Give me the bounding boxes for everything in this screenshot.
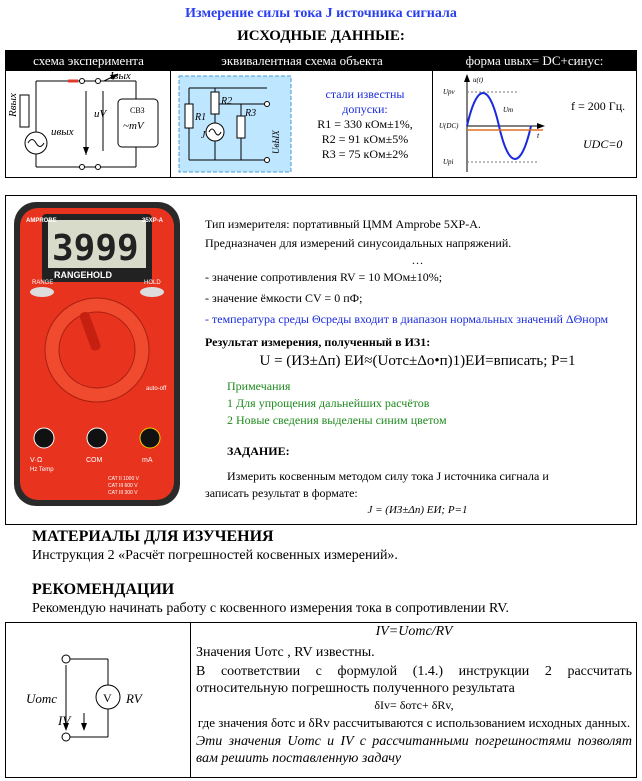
circuit-rv-label: RV	[126, 691, 142, 706]
recommendations-text: Рекомендую начинать работу с косвенного измерения тока в сопротивлении RV.	[32, 601, 510, 616]
initial-data-table	[5, 50, 637, 178]
recommendations-heading: РЕКОМЕНДАЦИИ	[32, 581, 175, 598]
v-jack-label: V·Ω	[30, 457, 43, 464]
task-formula: J = (ИЗ±Δп) ЕИ; P=1	[367, 504, 468, 516]
range-button-label: RANGE	[32, 280, 54, 286]
task-heading: ЗАДАНИЕ:	[227, 444, 290, 458]
bottom-paragraph-2: В соответствии с формулой (1.4.) инструкции 2 рассчитать относительную погрешность полученного результата	[196, 664, 632, 696]
r1-label: R1	[195, 112, 207, 123]
experiment-circuit-diagram	[6, 71, 171, 177]
voltmeter-circuit-diagram	[8, 625, 188, 775]
com-jack-label: COM	[86, 457, 103, 464]
task-line-2: записать результат в формате:	[205, 486, 358, 500]
com-jack[interactable]	[87, 428, 107, 448]
info-line-temperature: - температура среды Θсреды входит в диапазон нормальных значений ΔΘнорм	[205, 312, 609, 326]
r3-label: R3	[245, 108, 257, 119]
t-label: t	[537, 131, 540, 140]
v-jack[interactable]	[34, 428, 54, 448]
u-out-label: uвых	[51, 126, 74, 138]
materials-heading: МАТЕРИАЛЫ ДЛЯ ИЗУЧЕНИЯ	[32, 528, 274, 545]
tolerances-block	[299, 87, 431, 162]
tolerance-r2: R2 = 91 кОм±5%	[321, 132, 409, 146]
info-line-capacitance: - значение ёмкости CV = 0 пФ;	[205, 291, 363, 305]
udc-label: U(DC)	[439, 122, 459, 130]
circuit-iv-label: IV	[58, 713, 71, 728]
info-line-type: Тип измерителя: портативный ЦММ Amprobe 5XP-A.	[205, 217, 481, 231]
waveform-cell	[433, 71, 636, 177]
meter-symbol-label: ~mV	[123, 120, 144, 132]
col-waveform-header: форма uвых= DC+синус:	[433, 51, 636, 71]
info-line-resistance: - значение сопротивления RV = 10 МОм±10%;	[205, 270, 443, 284]
cat-rating-2: CAT III 600 V	[108, 483, 138, 489]
info-line-purpose: Предназначен для измерений синусоидальных напряжений.	[205, 236, 512, 250]
multimeter-drawing	[12, 200, 182, 508]
recommendation-text-block	[196, 623, 632, 767]
equivalent-schematic	[171, 71, 433, 177]
hold-button-label: HOLD	[144, 280, 161, 286]
voltmeter-v-label: V	[103, 691, 112, 705]
upi-label: Uрi	[443, 158, 454, 166]
col-experiment-header: схема эксперимента	[6, 51, 172, 71]
task-line-1: Измерить косвенным методом силу тока J источника сигнала и	[227, 469, 549, 483]
meter-name-label: СВЗ	[130, 106, 145, 115]
result-heading: Результат измерения, полученный в ИЗ1:	[205, 335, 431, 349]
hz-temp-label: Hz Temp	[30, 467, 54, 473]
materials-text: Инструкция 2 «Расчёт погрешностей косвенных измерений».	[32, 548, 398, 563]
tolerances-label-2: допуски:	[342, 102, 388, 116]
um-label: Uт	[503, 106, 514, 114]
circuit-u-label: Uотс	[26, 691, 58, 706]
initial-data-heading: ИСХОДНЫЕ ДАННЫЕ:	[237, 28, 405, 44]
u-out-eq-label: UвЫХ	[271, 130, 281, 154]
relative-error-formula: δIv= δотс+ δRv,	[374, 698, 454, 712]
multimeter-image	[12, 200, 182, 508]
r-out-label: Rвых	[7, 93, 19, 117]
upv-label: Uрv	[443, 88, 455, 96]
frequency-label: f = 200 Гц.	[571, 99, 626, 113]
udc-value: UDC=0	[583, 137, 623, 151]
brand-label: AMPROBE	[26, 218, 57, 224]
auto-off-label: auto-off	[146, 386, 167, 392]
tolerance-r1: R1 = 330 кОм±1%,	[317, 117, 413, 131]
i-out-label: Iвых	[110, 71, 131, 82]
bottom-paragraph-3: где значения δотс и δRv рассчитываются с использованием исходных данных.	[197, 715, 631, 730]
tolerance-r3: R3 = 75 кОм±2%	[321, 147, 409, 161]
range-button[interactable]	[30, 287, 54, 297]
notes-heading: Примечания	[227, 379, 291, 393]
page-title: Измерение силы тока J источника сигнала	[185, 6, 457, 21]
cat-rating-1: CAT II 1000 V	[108, 476, 139, 482]
waveform-diagram	[437, 72, 547, 176]
recommendation-table	[5, 622, 637, 778]
cat-rating-3: CAT III 300 V	[108, 490, 138, 496]
current-formula: IV=Uотс/RV	[375, 624, 453, 639]
rangehold-label: RANGEHOLD	[54, 270, 112, 280]
u-v-label: uV	[94, 108, 107, 120]
r2-label: R2	[221, 96, 233, 107]
bottom-paragraph-4: Эти значения Uотс и IV с рассчитанными погрешностями позволят вам решить поставленную задачу	[196, 734, 632, 766]
ma-jack-label: mA	[142, 457, 153, 464]
ma-jack[interactable]	[140, 428, 160, 448]
note-2: 2 Новые сведения выделены синим цветом	[227, 413, 447, 427]
instrument-info	[205, 216, 630, 519]
info-dots: …	[411, 253, 424, 267]
experiment-schematic	[6, 71, 171, 177]
model-label: 35XP-A	[142, 218, 164, 224]
bottom-paragraph-1: Значения Uотс , RV известны.	[196, 645, 375, 660]
col-equivalent-header: эквивалентная схема объекта	[171, 51, 434, 71]
ut-label: u(t)	[473, 76, 484, 84]
note-1: 1 Для упрощения дальнейших расчётов	[227, 396, 430, 410]
tolerances-label-1: стали известны	[325, 87, 405, 101]
result-formula: U = (ИЗ±Δп) ЕИ≈(Uотс±Δо•п)1)ЕИ=вписать; P=1	[259, 353, 576, 369]
meter-display-value: 3999	[52, 228, 139, 269]
j-label: J	[201, 130, 206, 141]
hold-button[interactable]	[140, 287, 164, 297]
equivalent-circuit-diagram	[177, 74, 297, 174]
